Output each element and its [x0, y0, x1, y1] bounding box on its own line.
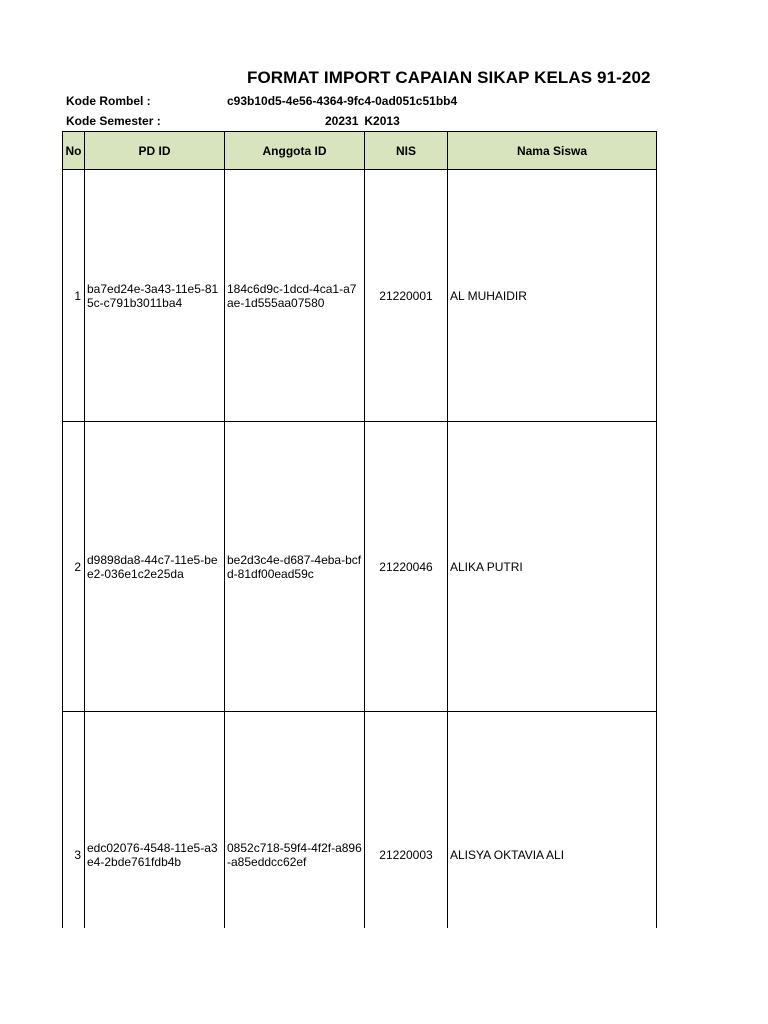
cell-pd-id: d9898da8-44c7-11e5-bee2-036e1c2e25da [85, 422, 225, 712]
kode-semester-label: Kode Semester : [66, 114, 161, 128]
cell-pd-id: edc02076-4548-11e5-a3e4-2bde761fdb4b [85, 712, 225, 998]
table-row [63, 422, 657, 712]
header-nis: NIS [365, 132, 448, 170]
cell-no: 2 [63, 422, 85, 712]
cell-no: 1 [63, 170, 85, 422]
student-table [62, 131, 657, 998]
cell-anggota-id: be2d3c4e-d687-4eba-bcfd-81df00ead59c [225, 422, 365, 712]
kode-rombel-value: c93b10d5-4e56-4364-9fc4-0ad051c51bb4 [227, 94, 458, 108]
kode-semester-curriculum: K2013 [364, 114, 400, 128]
document-title: FORMAT IMPORT CAPAIAN SIKAP KELAS 91-202 [247, 68, 651, 87]
cell-nama-siswa: ALISYA OKTAVIA ALI [448, 712, 657, 998]
cell-nama-siswa: ALIKA PUTRI [448, 422, 657, 712]
cell-nis: 21220001 [365, 170, 448, 422]
cell-nis: 21220046 [365, 422, 448, 712]
cell-pd-id: ba7ed24e-3a43-11e5-815c-c791b3011ba4 [85, 170, 225, 422]
cell-anggota-id: 184c6d9c-1dcd-4ca1-a7ae-1d555aa07580 [225, 170, 365, 422]
cell-nama-siswa: AL MUHAIDIR [448, 170, 657, 422]
cell-nis: 21220003 [365, 712, 448, 998]
table-header-row [63, 132, 657, 170]
kode-semester-code: 20231 [325, 114, 359, 128]
header-pd-id: PD ID [85, 132, 225, 170]
header-anggota-id: Anggota ID [225, 132, 365, 170]
cell-no: 3 [63, 712, 85, 998]
cell-anggota-id: 0852c718-59f4-4f2f-a896-a85eddcc62ef [225, 712, 365, 998]
table-row [63, 170, 657, 422]
page-bottom-margin [0, 928, 768, 1024]
kode-semester-value [325, 114, 400, 128]
kode-rombel-label: Kode Rombel : [66, 94, 151, 108]
header-nama-siswa: Nama Siswa [448, 132, 657, 170]
header-no: No [63, 132, 85, 170]
title-container [0, 68, 655, 92]
